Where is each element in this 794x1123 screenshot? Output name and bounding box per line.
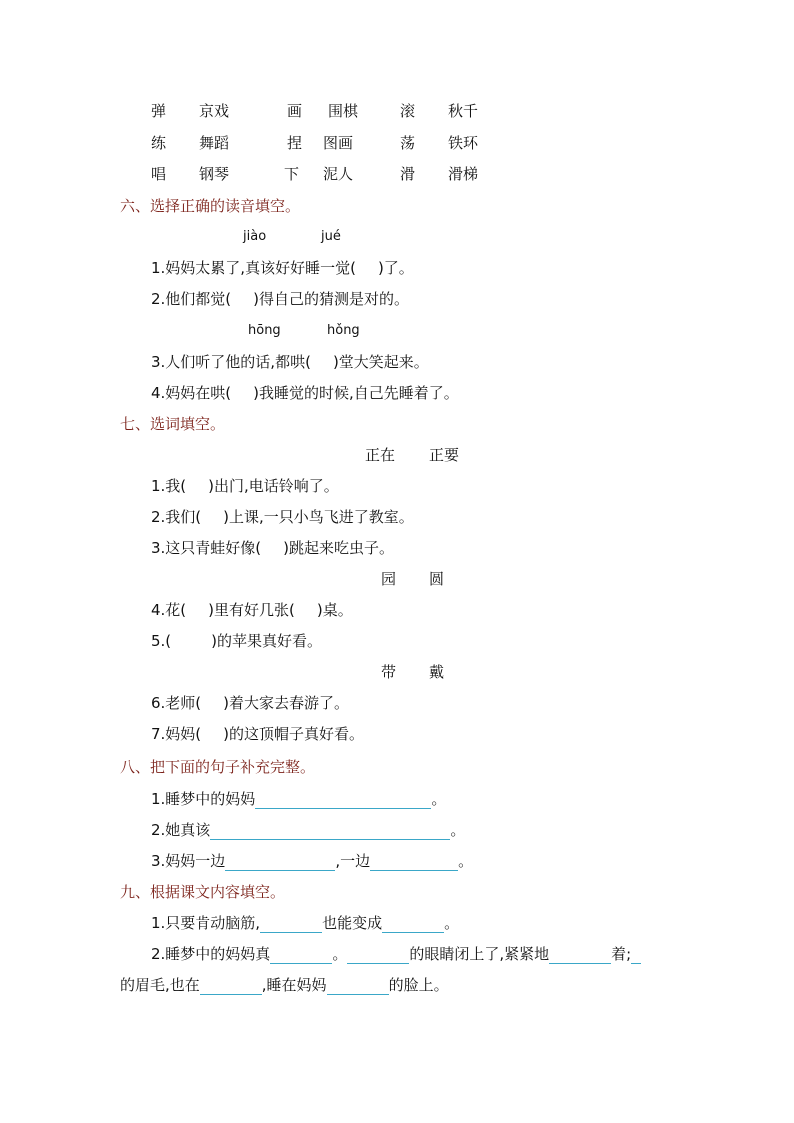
question-item: [151, 944, 641, 964]
question-text: 。: [431, 790, 447, 808]
pinyin-option: hǒng: [327, 323, 360, 338]
question-text: 7.妈妈(: [151, 725, 202, 743]
section-heading: 八、把下面的句子补充完整。: [120, 758, 316, 776]
question-text: 的眉毛,也在: [120, 976, 200, 994]
question-text: 2.睡梦中的妈妈真: [151, 945, 271, 963]
fill-line[interactable]: [631, 947, 641, 964]
pinyin-option: jué: [321, 229, 341, 244]
match-word: 秋千: [448, 102, 479, 120]
question-item: [151, 476, 339, 496]
question-text: 的脸上。: [388, 976, 449, 994]
question-text: 着;: [611, 945, 632, 963]
match-word: 练: [151, 134, 167, 152]
question-item: [151, 913, 459, 933]
question-text: 也能变成: [322, 914, 383, 932]
match-word: 唱: [151, 165, 167, 183]
question-text: 1.只要肯动脑筋,: [151, 914, 261, 932]
question-text: 。: [458, 852, 474, 870]
question-text: 3.人们听了他的话,都哄(: [151, 353, 311, 371]
question-text: 2.她真该: [151, 821, 211, 839]
question-text: 6.老师(: [151, 694, 202, 712]
question-text: 1.我(: [151, 477, 187, 495]
match-word: 铁环: [448, 134, 479, 152]
match-word: 下: [284, 165, 300, 183]
question-item: [151, 631, 322, 651]
question-text: 1.妈妈太累了,真该好好睡一觉(: [151, 259, 356, 277]
fill-line[interactable]: [255, 792, 431, 809]
word-choice: 园: [381, 570, 397, 588]
word-choice: 正要: [429, 446, 460, 464]
fill-line[interactable]: [370, 854, 458, 871]
question-text: 3.妈妈一边: [151, 852, 226, 870]
section-heading: 六、选择正确的读音填空。: [120, 197, 301, 215]
question-text: 2.他们都觉(: [151, 290, 232, 308]
word-choice: 戴: [429, 663, 445, 681]
match-word: 围棋: [328, 102, 359, 120]
question-item: [151, 820, 465, 840]
fill-line[interactable]: [210, 823, 450, 840]
match-word: 捏: [287, 134, 303, 152]
fill-line[interactable]: [200, 978, 262, 995]
question-text: ,一边: [335, 852, 371, 870]
question-text: 。: [450, 821, 466, 839]
question-text: )桌。: [316, 601, 353, 619]
question-text: 的眼睛闭上了,紧紧地: [409, 945, 550, 963]
match-word: 荡: [400, 134, 416, 152]
question-text: 4.花(: [151, 601, 187, 619]
question-item: [151, 383, 459, 403]
question-text: )了。: [377, 259, 414, 277]
question-text: )跳起来吃虫子。: [283, 539, 395, 557]
question-text: 。: [444, 914, 460, 932]
fill-line[interactable]: [549, 947, 611, 964]
pinyin-option: hōng: [248, 323, 281, 338]
question-text: 3.这只青蛙好像(: [151, 539, 262, 557]
question-text: )堂大笑起来。: [332, 353, 429, 371]
question-item: [151, 851, 473, 871]
word-choice: 正在: [365, 446, 396, 464]
question-text: )我睡觉的时候,自己先睡着了。: [253, 384, 459, 402]
match-word: 舞蹈: [199, 134, 230, 152]
question-text: )里有好几张(: [208, 601, 295, 619]
question-item: [151, 789, 446, 809]
question-text: 4.妈妈在哄(: [151, 384, 232, 402]
section-heading: 九、根据课文内容填空。: [120, 883, 286, 901]
match-word: 滑: [400, 165, 416, 183]
match-word: 钢琴: [199, 165, 230, 183]
question-text: 5.(: [151, 632, 172, 650]
fill-line[interactable]: [347, 947, 409, 964]
word-choice: 带: [381, 663, 397, 681]
question-item: [151, 600, 353, 620]
question-text: 。: [332, 945, 348, 963]
question-text: 2.我们(: [151, 508, 202, 526]
question-text: )得自己的猜测是对的。: [253, 290, 410, 308]
fill-line[interactable]: [225, 854, 335, 871]
fill-line[interactable]: [327, 978, 389, 995]
question-item: [151, 289, 409, 309]
match-word: 泥人: [323, 165, 354, 183]
question-text: )的苹果真好看。: [211, 632, 323, 650]
question-item: [151, 724, 364, 744]
question-item: [120, 975, 449, 995]
question-text: )的这顶帽子真好看。: [223, 725, 365, 743]
question-text: )着大家去春游了。: [223, 694, 350, 712]
question-item: [151, 693, 349, 713]
question-item: [151, 352, 429, 372]
question-text: 1.睡梦中的妈妈: [151, 790, 256, 808]
fill-line[interactable]: [270, 947, 332, 964]
match-word: 画: [287, 102, 303, 120]
fill-line[interactable]: [382, 916, 444, 933]
question-item: [151, 538, 394, 558]
match-word: 京戏: [199, 102, 230, 120]
question-item: [151, 258, 414, 278]
word-choice: 圆: [429, 570, 445, 588]
question-item: [151, 507, 414, 527]
match-word: 弹: [151, 102, 167, 120]
pinyin-option: jiào: [243, 229, 267, 244]
match-word: 图画: [323, 134, 354, 152]
question-text: )出门,电话铃响了。: [208, 477, 339, 495]
fill-line[interactable]: [260, 916, 322, 933]
question-text: ,睡在妈妈: [261, 976, 327, 994]
question-text: )上课,一只小鸟飞进了教室。: [223, 508, 414, 526]
match-word: 滚: [400, 102, 416, 120]
match-word: 滑梯: [448, 165, 479, 183]
section-heading: 七、选词填空。: [120, 415, 226, 433]
